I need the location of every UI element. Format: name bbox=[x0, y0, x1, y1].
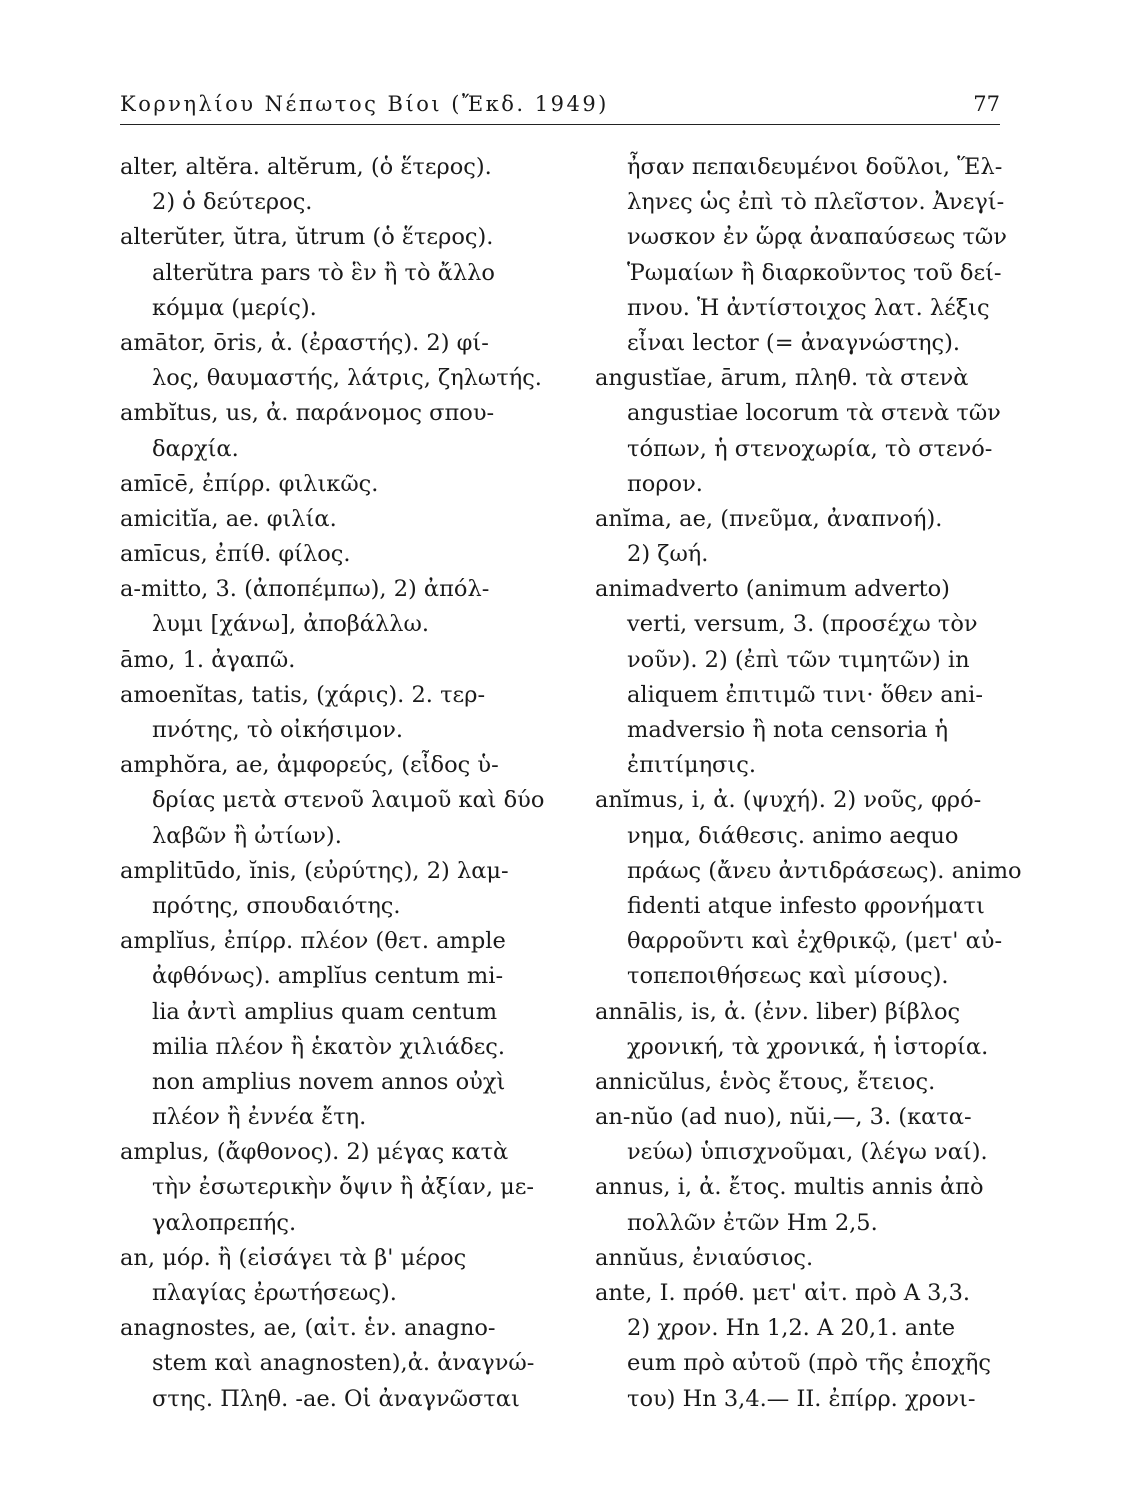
entry-continuation-line: aliquem ἐπιτιμῶ τινι· ὅθεν ani- bbox=[627, 681, 983, 708]
entry-line: anagnostes, ae, (αἰτ. ἑν. anagno- bbox=[120, 1315, 496, 1342]
entry-continuation-line: λαβῶν ἢ ὠτίων). bbox=[152, 822, 342, 849]
entry-line: amicitĭa, ae. φιλία. bbox=[120, 505, 337, 532]
entry-continuation-line: χρονική, τὰ χρονικά, ἡ ἱστορία. bbox=[627, 1033, 989, 1060]
entry-continuation-line: νοῦν). 2) (ἐπὶ τῶν τιμητῶν) in bbox=[627, 646, 970, 673]
entry-continuation-line: τοπεποιθήσεως καὶ μίσους). bbox=[627, 963, 949, 990]
entry-continuation-line: τὴν ἐσωτερικὴν ὄψιν ἢ ἀξίαν, με- bbox=[152, 1174, 535, 1201]
entry-line: amātor, ōris, ἀ. (ἐραστής). 2) φί- bbox=[120, 329, 489, 356]
entry-line: amīcus, ἐπίθ. φίλος. bbox=[120, 541, 351, 568]
entry-continuation-line: madversio ἢ nota censoria ἡ bbox=[627, 717, 949, 743]
entry-continuation-line: ἦσαν πεπαιδευμένοι δοῦλοι, Ἕλ- bbox=[627, 154, 1003, 180]
entry-line: alterŭter, ŭtra, ŭtrum (ὁ ἕτερος). bbox=[120, 224, 494, 251]
page-number: 77 bbox=[973, 92, 1000, 116]
entry-line: angustĭae, ārum, πληθ. τὰ στενὰ bbox=[595, 365, 969, 392]
entry-continuation-line: νεύω) ὑπισχνοῦμαι, (λέγω ναί). bbox=[627, 1139, 988, 1166]
entry-continuation-line: νημα, διάθεσις. animo aequo bbox=[627, 822, 959, 849]
entry-continuation-line: δρίας μετὰ στενοῦ λαιμοῦ καὶ δύο bbox=[152, 787, 545, 814]
entry-continuation-line: στης. Πληθ. -ae. Οἱ ἀναγνῶσται bbox=[152, 1385, 520, 1412]
entry-continuation-line: πλέον ἢ ἐννέα ἔτη. bbox=[152, 1104, 367, 1131]
entry-continuation-line: ἐπιτίμησις. bbox=[627, 752, 756, 779]
running-title: Κορνηλίου Νέπωτος Βίοι (Ἔκδ. 1949) bbox=[120, 92, 609, 116]
entry-line: an, μόρ. ἢ (εἰσάγει τὰ β' μέρος bbox=[120, 1244, 467, 1271]
entry-line: a-mitto, 3. (ἀποπέμπω), 2) ἀπόλ- bbox=[120, 576, 490, 603]
entry-line: ante, I. πρόθ. μετ' αἰτ. πρὸ A 3,3. bbox=[595, 1280, 971, 1306]
entry-continuation-line: angustiae locorum τὰ στενὰ τῶν bbox=[627, 400, 1001, 427]
entry-continuation-line: πολλῶν ἐτῶν Hm 2,5. bbox=[627, 1209, 878, 1236]
entry-line: annālis, is, ἀ. (ἐνν. liber) βίβλος bbox=[595, 998, 961, 1025]
entry-line: anĭmus, i, ἀ. (ψυχή). 2) νοῦς, φρό- bbox=[595, 787, 982, 814]
entry-line: amphŏra, ae, ἀμφορεύς, (εἶδος ὑ- bbox=[120, 752, 499, 779]
entry-line: anĭma, ae, (πνεῦμα, ἀναπνοή). bbox=[595, 505, 943, 532]
entry-line: amplus, (ἄφθονος). 2) μέγας κατὰ bbox=[120, 1139, 509, 1166]
entry-continuation-line: 2) ὁ δεύτερος. bbox=[152, 189, 313, 216]
entry-line: an-nŭo (ad nuo), nŭi,—, 3. (κατα- bbox=[595, 1104, 972, 1131]
entry-continuation-line: του) Hn 3,4.— II. ἐπίρρ. χρονι- bbox=[627, 1385, 976, 1412]
entry-continuation-line: stem καὶ anagnosten),ἀ. ἀναγνώ- bbox=[152, 1350, 535, 1377]
entry-continuation-line: ἀφθόνως). amplĭus centum mi- bbox=[152, 963, 504, 990]
page-header bbox=[120, 92, 1000, 125]
entry-continuation-line: πρότης, σπουδαιότης. bbox=[152, 892, 401, 919]
entry-continuation-line: γαλοπρεπής. bbox=[152, 1209, 297, 1236]
entry-continuation-line: κόμμα (μερίς). bbox=[152, 294, 317, 321]
entry-line: amoenĭtas, tatis, (χάρις). 2. τερ- bbox=[120, 681, 486, 708]
entry-continuation-line: λυμι [χάνω], ἀποβάλλω. bbox=[152, 611, 429, 638]
entry-continuation-line: πνότης, τὸ οἰκήσιμον. bbox=[152, 717, 404, 743]
entry-line: annŭus, ἐνιαύσιος. bbox=[595, 1244, 814, 1271]
entry-continuation-line: ληνες ὡς ἐπὶ τὸ πλεῖστον. Ἀνεγί- bbox=[627, 189, 1005, 216]
entry-continuation-line: milia πλέον ἢ ἑκατὸν χιλιάδες. bbox=[152, 1033, 506, 1060]
entry-line: amplitūdo, ĭnis, (εὐρύτης), 2) λαμ- bbox=[120, 857, 509, 884]
left-column bbox=[120, 150, 570, 1417]
entry-continuation-line: πνου. Ἡ ἀντίστοιχος λατ. λέξις bbox=[627, 294, 990, 321]
entry-line: annicŭlus, ἑνὸς ἔτους, ἔτειος. bbox=[595, 1068, 936, 1095]
entry-continuation-line: λος, θαυμαστής, λάτρις, ζηλωτής. bbox=[152, 365, 542, 392]
entry-continuation-line: non amplius novem annos οὐχὶ bbox=[152, 1068, 506, 1095]
entry-continuation-line: lia ἀντὶ amplius quam centum bbox=[152, 998, 498, 1025]
entry-continuation-line: δαρχία. bbox=[152, 435, 239, 462]
entry-continuation-line: τόπων, ἡ στενοχωρία, τὸ στενό- bbox=[627, 435, 993, 462]
entry-continuation-line: εἶναι lector (= ἀναγνώστης). bbox=[627, 329, 961, 356]
entry-continuation-line: 2) ζωή. bbox=[627, 541, 709, 568]
entry-continuation-line: θαρροῦντι καὶ ἐχθρικῷ, (μετ' αὐ- bbox=[627, 928, 1003, 955]
entry-continuation-line: Ῥωμαίων ἢ διαρκοῦντος τοῦ δεί- bbox=[627, 259, 1002, 286]
entry-line: annus, i, ἀ. ἔτος. multis annis ἀπὸ bbox=[595, 1174, 984, 1201]
entry-continuation-line: πορον. bbox=[627, 470, 703, 497]
entry-line: āmo, 1. ἀγαπῶ. bbox=[120, 646, 296, 673]
entry-continuation-line: πράως (ἄνευ ἀντιδράσεως). animo bbox=[627, 857, 1022, 884]
entry-line: amīcē, ἐπίρρ. φιλικῶς. bbox=[120, 470, 379, 497]
entry-continuation-line: alterŭtra pars τὸ ἓν ἢ τὸ ἄλλο bbox=[152, 259, 495, 286]
entry-continuation-line: νωσκον ἐν ὥρᾳ ἀναπαύσεως τῶν bbox=[627, 224, 1007, 251]
entry-line: animadverto (animum adverto) bbox=[595, 576, 950, 603]
entry-continuation-line: verti, versum, 3. (προσέχω τὸν bbox=[627, 611, 978, 638]
right-column bbox=[595, 150, 1045, 1417]
entry-continuation-line: fidenti atque infesto φρονήματι bbox=[627, 892, 985, 919]
entry-line: alter, altĕra. altĕrum, (ὁ ἕτερος). bbox=[120, 154, 492, 180]
entry-line: ambĭtus, us, ἀ. παράνομος σπου- bbox=[120, 400, 495, 427]
entry-continuation-line: πλαγίας ἐρωτήσεως). bbox=[152, 1280, 397, 1306]
entry-continuation-line: 2) χρον. Hn 1,2. A 20,1. ante bbox=[627, 1315, 956, 1342]
entry-line: amplĭus, ἐπίρρ. πλέον (θετ. ample bbox=[120, 928, 506, 955]
entry-continuation-line: eum πρὸ αὐτοῦ (πρὸ τῆς ἐποχῆς bbox=[627, 1350, 991, 1377]
